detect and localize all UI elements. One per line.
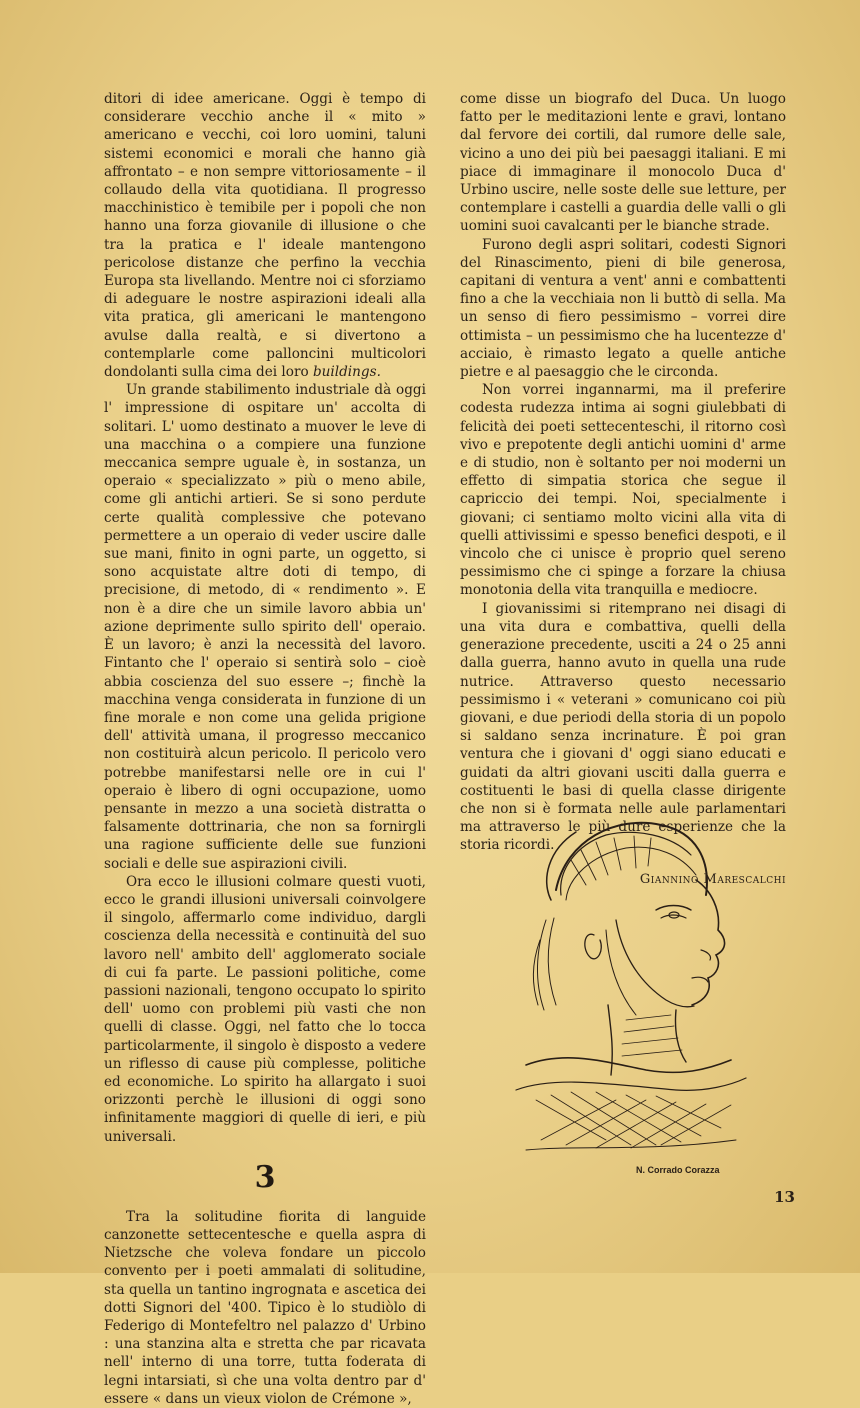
page-number: 13 (774, 1188, 795, 1206)
left-column (104, 90, 426, 1408)
paragraph: Non vorrei ingannarmi, ma il preferire codesta rudezza intima ai sogni giulebbati di felicità dei poeti settecenteschi, il ritorno così vivo e prepotente degli antichi uomini d' arme e di studio, non è soltanto per noi moderni un effetto di simpatia storica che segue il capriccio dei tempi. Noi, specialmente i giovani; ci sentiamo molto vicini alla vita di quelli attivissimi e spesso benefici despoti, e il vincolo che ci unisce è proprio quel sereno pessimismo che ci spinge a forzare la chiusa monotonia della vita tranquilla e mediocre. (460, 382, 786, 599)
paragraph: come disse un biografo del Duca. Un luogo fatto per le meditazioni lente e gravi, lontano dal fervore dei cortili, dal rumore delle sale, vicino a uno dei più bei paesaggi italiani. E mi piace di immaginare il monocolo Duca d' Urbino uscire, nelle soste delle sue letture, per contemplare i castelli a guardia delle valli o gli uomini suoi cavalcanti per le bianche strade. (460, 91, 786, 235)
portrait-sketch (496, 800, 756, 1180)
paragraph: Ora ecco le illusioni colmare questi vuoti, ecco le grandi illusioni universali coinvolgere il singolo, affermarlo come individuo, dargli coscienza della necessità e continuità del suo lavoro nell' ambito dell' agglomerato sociale di cui fa parte. Le passioni politiche, come passioni nazionali, tengono occupato lo spirito dell' uomo con problemi più vasti che non quelli di classe. Oggi, nel fatto che lo tocca particolarmente, il singolo è disposto a vedere un riflesso di cause più complesse, politiche ed economiche. Lo spirito ha allargato i suoi orizzonti perchè le illusioni di oggi sono infinitamente maggiori di quelle di ieri, e più universali. (104, 873, 426, 1145)
paragraph: Tra la solitudine fiorita di languide canzonette settecentesche e quella aspra di Nietzsche che voleva fondare un piccolo convento per i poeti ammalati di solitudine, sta quella un tantino ingrognata e ascetica dei dotti Signori del '400. Tipico è lo studiòlo di Federigo di Montefeltro nel palazzo d' Urbino : una stanzina alta e stretta che par ricavata nell' interno di una torre, tutta foderata di legni intarsiati, sì che una volta dentro par d' essere « dans un vieux violon de Crémone », (104, 1208, 426, 1407)
italic-word: buildings. (312, 364, 381, 381)
section-number: 3 (254, 1159, 276, 1195)
illustration-caption: N. Corrado Corazza (636, 1165, 720, 1175)
author-signature: Giannino Marescalchi (639, 871, 786, 887)
right-column (460, 90, 786, 889)
paragraph: I giovanissimi si ritemprano nei disagi di una vita dura e combattiva, quelli della generazione precedente, usciti a 24 o 25 anni dalla guerra, hanno avuto in quella una rude nutrice. Attraverso questo necessario pessimismo i « veterani » comunicano coi più giovani, e due periodi della storia di un popolo si saldano senza incrinature. È poi gran ventura che i giovani d' oggi siano educati e guidati da altri giovani usciti dalla guerra e costituenti le basi di quella classe dirigente che non si è formata nelle aule parlamentari ma attraverso le più dure esperienze che la storia ricordi. (460, 600, 786, 854)
paragraph: ditori di idee americane. Oggi è tempo di considerare vecchio anche il « mito » americano e vecchi, coi loro uomini, taluni sistemi economici e morali che hanno già affrontato – e non sempre vittoriosamente – il collaudo della vita quotidiana. Il progresso macchinistico è temibile per i popoli che non hanno una forza giovanile di illusione o che tra la pratica e l' ideale mantengono pericolose distanze che perfino la vecchia Europa sta livellando. Mentre noi ci sforziamo di adeguare le nostre aspirazioni ideali alla vita pratica, gli americani le mantengono avulse dalla realtà, e si divertono a contemplarle come palloncini multicolori dondolanti sulla cima dei loro buildings. (104, 91, 426, 381)
paragraph: Furono degli aspri solitari, codesti Signori del Rinascimento, pieni di bile generosa, capitani di ventura a vent' anni e combattenti fino a che la vecchiaia non li buttò di sella. Ma un senso di fiero pessimismo – vorrei dire ottimista – un pessimismo che ha lucentezze d' acciaio, è rimasto legato a quelle antiche pietre e al paesaggio che le circonda. (460, 236, 786, 381)
paragraph: Un grande stabilimento industriale dà oggi l' impressione di ospitare un' accolta di solitari. L' uomo destinato a muover le leve di una macchina o a compiere una funzione meccanica sempre uguale è, in sostanza, un operaio « specializzato » più o meno abile, come gli antichi artieri. Se si sono perdute certe qualità complessive che potevano permettere a un operaio di veder uscire dalle sue mani, finito in ogni parte, un oggetto, si sono acquistate altre doti di tempo, di precisione, di metodo, di « rendimento ». E non è a dire che un simile lavoro abbia un' azione deprimente sullo spirito dell' operaio. È un lavoro; è anzi la necessità del lavoro. Fintanto che l' operaio si sentirà solo – cioè abbia coscienza del suo essere –; finchè la macchina venga considerata in funzione di un fine morale e non come una gelida prigione dell' attività umana, il progresso meccanico non costituirà alcun pericolo. Il pericolo vero potrebbe manifestarsi nelle ore in cui l' operaio è libero di ogni occupazione, uomo pensante in mezzo a una società distratta o falsamente dottrinaria, che non sa fornirgli una ragione sufficiente delle sue funzioni sociali e delle sue aspirazioni civili. (104, 382, 426, 872)
